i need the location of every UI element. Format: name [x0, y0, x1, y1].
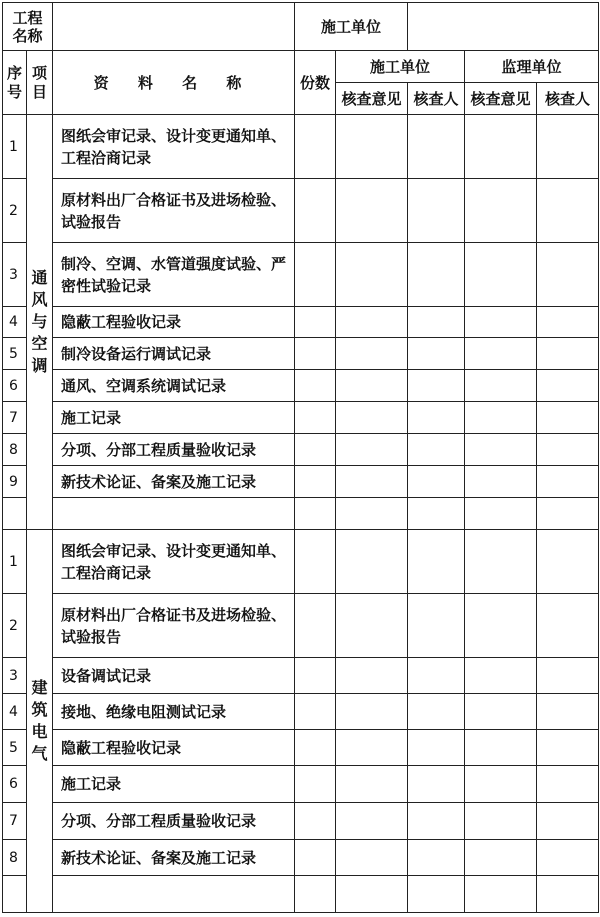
table-row: [3, 730, 599, 766]
row-contractor-checker[interactable]: [408, 658, 465, 694]
row-supervisor-checker[interactable]: [537, 243, 599, 307]
row-copies[interactable]: [295, 370, 336, 402]
table-row: [3, 466, 599, 498]
row-doc-name: [53, 498, 295, 530]
row-doc-name: 分项、分部工程质量验收记录: [53, 434, 295, 466]
table-row: [3, 498, 599, 530]
table-row: [3, 840, 599, 876]
row-seq: 6: [3, 370, 27, 402]
row-seq: 6: [3, 766, 27, 803]
row-doc-name: 施工记录: [53, 402, 295, 434]
row-doc-name: 图纸会审记录、设计变更通知单、工程洽商记录: [53, 115, 295, 179]
row-doc-name: 原材料出厂合格证书及进场检验、试验报告: [53, 179, 295, 243]
table-row: [3, 243, 599, 307]
row-supervisor-opinion[interactable]: [465, 179, 537, 243]
row-seq: 4: [3, 694, 27, 730]
row-doc-name: 制冷设备运行调试记录: [53, 338, 295, 370]
row-contractor-opinion[interactable]: [336, 730, 408, 766]
row-supervisor-checker[interactable]: [537, 803, 599, 840]
row-seq: [3, 498, 27, 530]
row-supervisor-opinion[interactable]: [465, 766, 537, 803]
row-doc-name: 新技术论证、备案及施工记录: [53, 466, 295, 498]
table-row: [3, 307, 599, 338]
row-contractor-opinion[interactable]: [336, 803, 408, 840]
row-copies[interactable]: [295, 840, 336, 876]
category-cell: [27, 530, 53, 913]
row-supervisor-checker[interactable]: [537, 434, 599, 466]
row-seq: 1: [3, 115, 27, 179]
row-seq: 4: [3, 307, 27, 338]
row-seq: 5: [3, 338, 27, 370]
row-copies[interactable]: [295, 694, 336, 730]
table-row: [3, 876, 599, 913]
col-supervisor-group: 监理单位: [465, 51, 599, 83]
row-doc-name: 分项、分部工程质量验收记录: [53, 803, 295, 840]
table-row: [3, 803, 599, 840]
row-supervisor-opinion[interactable]: [465, 876, 537, 913]
row-contractor-opinion[interactable]: [336, 243, 408, 307]
row-supervisor-checker[interactable]: [537, 402, 599, 434]
row-contractor-opinion[interactable]: [336, 466, 408, 498]
row-copies[interactable]: [295, 530, 336, 594]
row-contractor-checker[interactable]: [408, 115, 465, 179]
row-supervisor-opinion[interactable]: [465, 840, 537, 876]
row-contractor-opinion[interactable]: [336, 307, 408, 338]
col-copies-header: 份数: [295, 51, 336, 115]
row-supervisor-checker[interactable]: [537, 370, 599, 402]
row-copies[interactable]: [295, 307, 336, 338]
contractor-label: 施工单位: [295, 3, 408, 51]
table-row: [3, 530, 599, 594]
row-contractor-opinion[interactable]: [336, 766, 408, 803]
col-supervisor-opinion: 核查意见: [465, 83, 537, 115]
row-contractor-opinion[interactable]: [336, 115, 408, 179]
row-copies[interactable]: [295, 803, 336, 840]
row-doc-name: 通风、空调系统调试记录: [53, 370, 295, 402]
row-seq: 3: [3, 658, 27, 694]
row-doc-name: 接地、绝缘电阻测试记录: [53, 694, 295, 730]
table-row: [3, 370, 599, 402]
row-contractor-checker[interactable]: [408, 730, 465, 766]
table-row: [3, 402, 599, 434]
table-row: [3, 658, 599, 694]
row-supervisor-checker[interactable]: [537, 766, 599, 803]
row-contractor-checker[interactable]: [408, 338, 465, 370]
table-row: [3, 338, 599, 370]
row-supervisor-opinion[interactable]: [465, 370, 537, 402]
row-contractor-checker[interactable]: [408, 402, 465, 434]
row-doc-name: 隐蔽工程验收记录: [53, 730, 295, 766]
row-supervisor-opinion[interactable]: [465, 115, 537, 179]
row-doc-name: 制冷、空调、水管道强度试验、严密性试验记录: [53, 243, 295, 307]
table-row: [3, 694, 599, 730]
table-row: [3, 115, 599, 179]
row-seq: 7: [3, 803, 27, 840]
project-name-label: 工程名称: [3, 3, 53, 51]
row-supervisor-opinion[interactable]: [465, 658, 537, 694]
row-copies[interactable]: [295, 115, 336, 179]
row-contractor-checker[interactable]: [408, 876, 465, 913]
row-seq: 2: [3, 594, 27, 658]
row-supervisor-checker[interactable]: [537, 498, 599, 530]
document-checklist-table: [2, 2, 599, 913]
row-contractor-checker[interactable]: [408, 803, 465, 840]
row-supervisor-checker[interactable]: [537, 730, 599, 766]
header-row-group: [3, 51, 599, 83]
col-item-header: 项目: [27, 51, 53, 115]
row-contractor-checker[interactable]: [408, 694, 465, 730]
row-supervisor-opinion[interactable]: [465, 338, 537, 370]
row-contractor-opinion[interactable]: [336, 434, 408, 466]
row-contractor-opinion[interactable]: [336, 876, 408, 913]
row-copies[interactable]: [295, 466, 336, 498]
col-contractor-checker: 核查人: [408, 83, 465, 115]
category-cell: [27, 115, 53, 530]
row-copies[interactable]: [295, 658, 336, 694]
row-contractor-opinion[interactable]: [336, 694, 408, 730]
row-copies[interactable]: [295, 876, 336, 913]
row-contractor-opinion[interactable]: [336, 498, 408, 530]
row-contractor-checker[interactable]: [408, 498, 465, 530]
row-supervisor-checker[interactable]: [537, 840, 599, 876]
table-row: [3, 594, 599, 658]
row-copies[interactable]: [295, 498, 336, 530]
row-contractor-checker[interactable]: [408, 530, 465, 594]
row-contractor-opinion[interactable]: [336, 370, 408, 402]
row-supervisor-opinion[interactable]: [465, 434, 537, 466]
row-supervisor-checker[interactable]: [537, 466, 599, 498]
row-doc-name: 原材料出厂合格证书及进场检验、试验报告: [53, 594, 295, 658]
row-doc-name: 图纸会审记录、设计变更通知单、工程洽商记录: [53, 530, 295, 594]
row-contractor-opinion[interactable]: [336, 338, 408, 370]
row-seq: 9: [3, 466, 27, 498]
row-contractor-opinion[interactable]: [336, 658, 408, 694]
row-contractor-checker[interactable]: [408, 466, 465, 498]
row-doc-name: 施工记录: [53, 766, 295, 803]
row-supervisor-checker[interactable]: [537, 338, 599, 370]
row-copies[interactable]: [295, 402, 336, 434]
row-seq: 1: [3, 530, 27, 594]
row-supervisor-checker[interactable]: [537, 115, 599, 179]
row-contractor-opinion[interactable]: [336, 594, 408, 658]
row-supervisor-checker[interactable]: [537, 694, 599, 730]
row-contractor-checker[interactable]: [408, 434, 465, 466]
row-supervisor-checker[interactable]: [537, 530, 599, 594]
row-supervisor-checker[interactable]: [537, 594, 599, 658]
row-contractor-checker[interactable]: [408, 766, 465, 803]
row-doc-name: 新技术论证、备案及施工记录: [53, 840, 295, 876]
project-name-value[interactable]: [53, 3, 295, 51]
row-supervisor-opinion[interactable]: [465, 307, 537, 338]
row-copies[interactable]: [295, 179, 336, 243]
row-supervisor-opinion[interactable]: [465, 694, 537, 730]
col-seq-header: 序号: [3, 51, 27, 115]
col-contractor-group: 施工单位: [336, 51, 465, 83]
row-seq: [3, 876, 27, 913]
row-supervisor-checker[interactable]: [537, 876, 599, 913]
row-copies[interactable]: [295, 338, 336, 370]
row-copies[interactable]: [295, 594, 336, 658]
row-supervisor-opinion[interactable]: [465, 243, 537, 307]
col-supervisor-checker: 核查人: [537, 83, 599, 115]
table-row: [3, 766, 599, 803]
row-seq: 8: [3, 434, 27, 466]
row-contractor-opinion[interactable]: [336, 179, 408, 243]
row-copies[interactable]: [295, 766, 336, 803]
row-contractor-checker[interactable]: [408, 179, 465, 243]
row-seq: 5: [3, 730, 27, 766]
row-contractor-checker[interactable]: [408, 594, 465, 658]
table-row: [3, 179, 599, 243]
row-doc-name: 隐蔽工程验收记录: [53, 307, 295, 338]
row-contractor-opinion[interactable]: [336, 840, 408, 876]
row-contractor-checker[interactable]: [408, 307, 465, 338]
row-contractor-checker[interactable]: [408, 840, 465, 876]
row-supervisor-opinion[interactable]: [465, 530, 537, 594]
table-row: [3, 434, 599, 466]
category-label: 建筑电气: [31, 678, 48, 763]
row-supervisor-opinion[interactable]: [465, 466, 537, 498]
header-row-project: [3, 3, 599, 51]
col-contractor-opinion: 核查意见: [336, 83, 408, 115]
row-copies[interactable]: [295, 434, 336, 466]
row-supervisor-checker[interactable]: [537, 658, 599, 694]
col-docname-header: 资 料 名 称: [53, 51, 295, 115]
contractor-value[interactable]: [408, 3, 599, 51]
row-seq: 8: [3, 840, 27, 876]
row-seq: 2: [3, 179, 27, 243]
category-label: 通风与空调: [31, 268, 48, 375]
row-seq: 7: [3, 402, 27, 434]
row-supervisor-opinion[interactable]: [465, 730, 537, 766]
row-contractor-opinion[interactable]: [336, 530, 408, 594]
row-supervisor-opinion[interactable]: [465, 594, 537, 658]
row-contractor-checker[interactable]: [408, 243, 465, 307]
row-supervisor-checker[interactable]: [537, 307, 599, 338]
row-supervisor-opinion[interactable]: [465, 498, 537, 530]
row-contractor-opinion[interactable]: [336, 402, 408, 434]
row-copies[interactable]: [295, 243, 336, 307]
row-supervisor-opinion[interactable]: [465, 803, 537, 840]
row-supervisor-opinion[interactable]: [465, 402, 537, 434]
row-supervisor-checker[interactable]: [537, 179, 599, 243]
row-doc-name: 设备调试记录: [53, 658, 295, 694]
row-seq: 3: [3, 243, 27, 307]
row-doc-name: [53, 876, 295, 913]
row-contractor-checker[interactable]: [408, 370, 465, 402]
row-copies[interactable]: [295, 730, 336, 766]
